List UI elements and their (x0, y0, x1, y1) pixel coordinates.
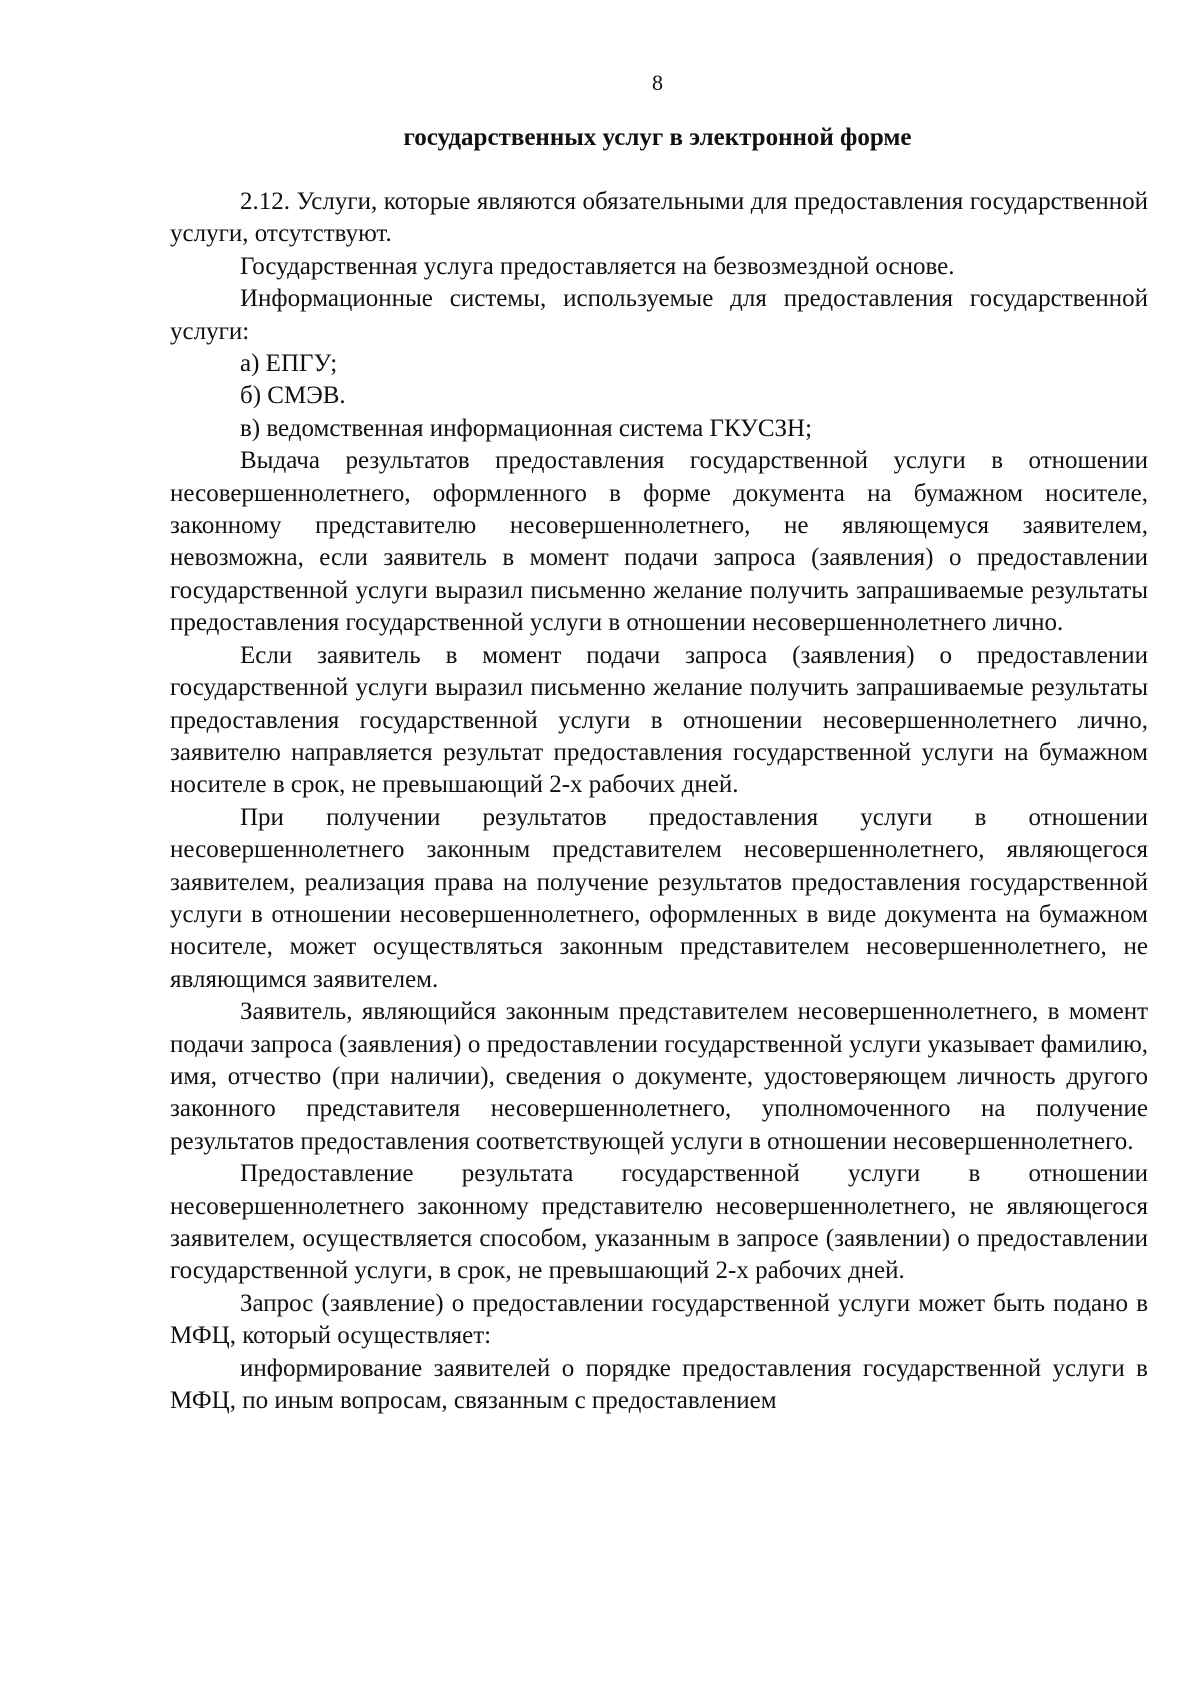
page-number: 8 (652, 70, 663, 95)
section-heading: государственных услуг в электронной форме (403, 124, 912, 151)
list-item-gkuszn: в) ведомственная информационная система ГКУСЗН; (240, 414, 813, 442)
paragraph-mfc-informing: информирование заявителей о порядке предоставления государственной услуги в МФЦ, по иным вопросам, связанным с предоставлением (170, 1354, 1148, 1415)
paragraph-2-12: 2.12. Услуги, которые являются обязательными для предоставления государственной услуги, отсутствуют. (170, 188, 1148, 248)
paragraph-result-issuance: Выдача результатов предоставления государственной услуги в отношении несовершеннолетнего, оформленного в форме документа на бумажном носителе, законному представителю несовершеннолетнего, не являющемуся заявителем, невозможна, если заявитель в момент подачи запроса (заявления) о предоставлении государственной услуги выразил письменно желание получить запрашиваемые результаты предоставления государственной услуги в отношении несовершеннолетнего лично. (170, 447, 1148, 637)
paragraph-information-systems: Информационные системы, используемые для предоставления государственной услуги: (170, 285, 1148, 345)
paragraph-personal-request: Если заявитель в момент подачи запроса (заявления) о предоставлении государственной услуги выразил письменно желание получить запрашиваемые результаты предоставления государственной услуги в отношении несовершеннолетнего лично, заявителю направляется результат предоставления государственной услуги на бумажном носителе в срок, не превышающий 2-х рабочих дней. (170, 641, 1148, 799)
paragraph-legal-representative: При получении результатов предоставления услуги в отношении несовершеннолетнего законным представителем несовершеннолетнего, являющегося заявителем, реализация права на получение результатов предоставления государственной услуги в отношении несовершеннолетнего, оформленных в виде документа на бумажном носителе, может осуществляться законным представителем несовершеннолетнего, не являющимся заявителем. (170, 803, 1148, 993)
paragraph-applicant-representative: Заявитель, являющийся законным представителем несовершеннолетнего, в момент подачи запроса (заявления) о предоставлении государственной услуги указывает фамилию, имя, отчество (при наличии), сведения о документе, удостоверяющем личность другого законного представителя несовершеннолетнего, уполномоченного на получение результатов предоставления соответствующей услуги в отношении несовершеннолетнего. (170, 998, 1148, 1155)
document-body (170, 186, 1148, 1417)
paragraph-result-delivery: Предоставление результата государственной услуги в отношении несовершеннолетнего законному представителю несовершеннолетнего, не являющегося заявителем, осуществляется способом, указанным в запросе (заявлении) о предоставлении государственной услуги, в срок, не превышающий 2-х рабочих дней. (170, 1160, 1148, 1285)
list-item-smev: б) СМЭВ. (240, 382, 346, 410)
list-item-epgu: а) ЕПГУ; (240, 350, 338, 378)
paragraph-mfc-request: Запрос (заявление) о предоставлении государственной услуги может быть подано в МФЦ, который осуществляет: (170, 1289, 1148, 1350)
paragraph-free-basis: Государственная услуга предоставляется на безвозмездной основе. (240, 252, 955, 280)
